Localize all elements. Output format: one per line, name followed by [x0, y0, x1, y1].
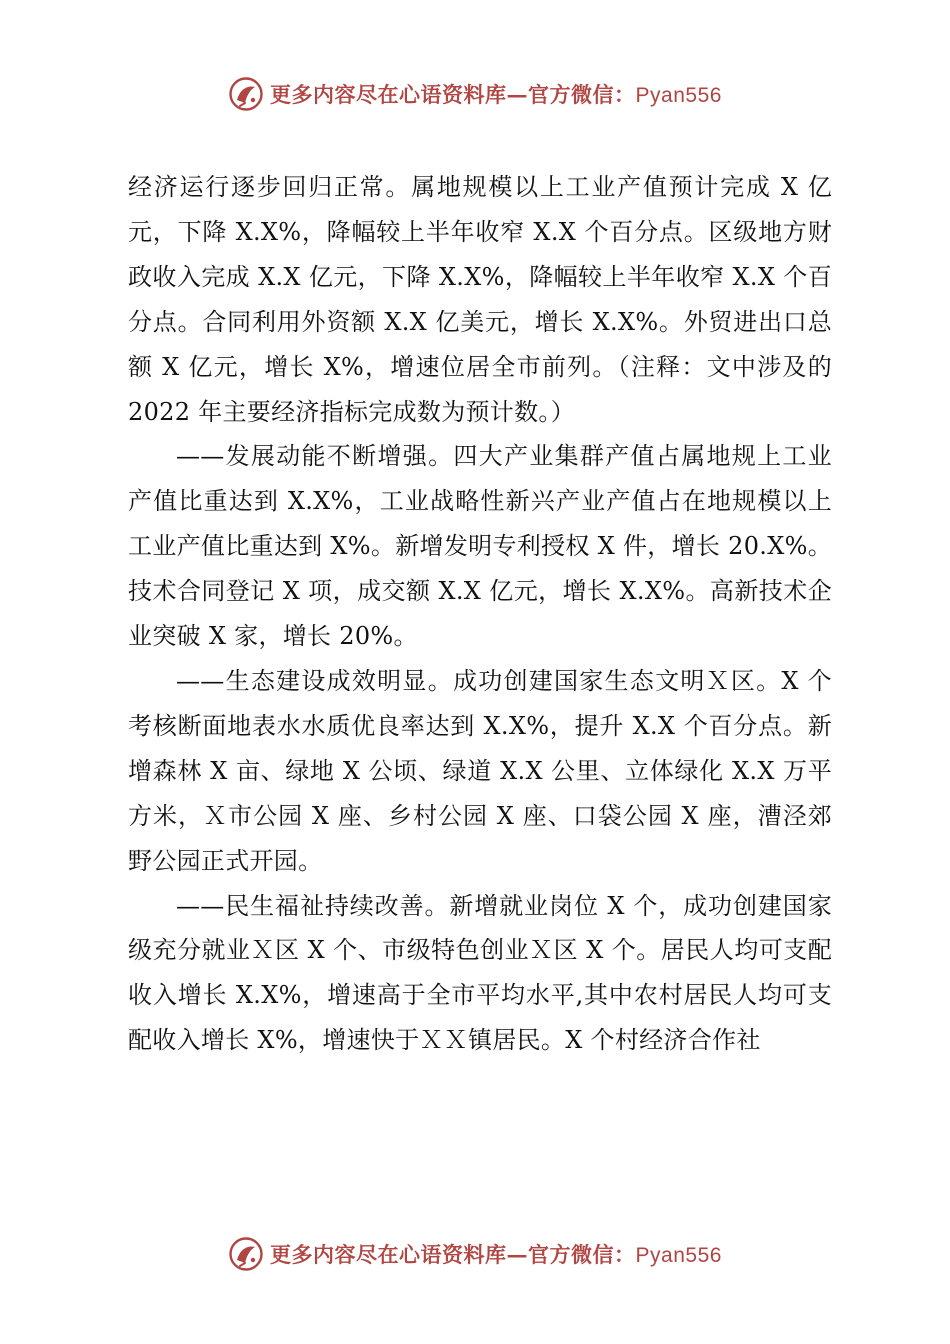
watermark-dash: —	[506, 82, 529, 107]
watermark-title: 更多内容尽在心语资料库	[270, 82, 507, 107]
paragraph-livelihood: ——民生福祉持续改善。新增就业岗位 X 个，成功创建国家级充分就业Ｘ区 X 个、市级特色创业Ｘ区 X 个。居民人均可支配收入增长 X.X%，增速高于全市平均水平,其中农村居民人均可支配收入增长 X%，增速快于ＸＸ镇居民。X 个村经济合作社	[128, 891, 832, 1055]
watermark-wechat-id: Pyan556	[635, 84, 722, 107]
watermark-text	[270, 1239, 722, 1269]
watermark-wechat-id: Pyan556	[635, 1244, 722, 1267]
watermark-text	[270, 79, 722, 109]
footer-watermark	[0, 1232, 950, 1276]
header-watermark	[0, 72, 950, 116]
watermark-wechat-label: 官方微信：	[528, 1242, 636, 1267]
paragraph-growth-momentum: ——发展动能不断增强。四大产业集群产值占属地规上工业产值比重达到 X.X%，工业战略性新兴产业产值占在地规模以上工业产值比重达到 X%。新增发明专利授权 X 件，增长 20.X%。技术合同登记 X 项，成交额 X.X 亿元，增长 X.X%。高新技术企业突破 X 家，增长 20%。	[128, 442, 832, 651]
document-body	[128, 165, 832, 1063]
brand-logo-icon	[228, 1236, 264, 1272]
paragraph-economy: 经济运行逐步回归正常。属地规模以上工业产值预计完成 X 亿元，下降 X.X%，降幅较上半年收窄 X.X 个百分点。区级地方财政收入完成 X.X 亿元，下降 X.X%，降幅较上半年收窄 X.X 个百分点。合同利用外资额 X.X 亿美元，增长 X.X%。外贸进出口总额 X 亿元，增长 X%，增速位居全市前列。（注释：文中涉及的2022 年主要经济指标完成数为预计数。）	[128, 173, 832, 426]
watermark-dash: —	[506, 1242, 529, 1267]
watermark-wechat-label: 官方微信：	[528, 82, 636, 107]
paragraph-ecology: ——生态建设成效明显。成功创建国家生态文明Ｘ区。X 个考核断面地表水水质优良率达到 X.X%，提升 X.X 个百分点。新增森林 X 亩、绿地 X 公顷、绿道 X.X 公里、立体绿化 X.X 万平方米，Ｘ市公园 X 座、乡村公园 X 座、口袋公园 X 座，漕泾郊野公园正式开园。	[128, 666, 832, 875]
brand-logo-icon	[228, 76, 264, 112]
watermark-title: 更多内容尽在心语资料库	[270, 1242, 507, 1267]
